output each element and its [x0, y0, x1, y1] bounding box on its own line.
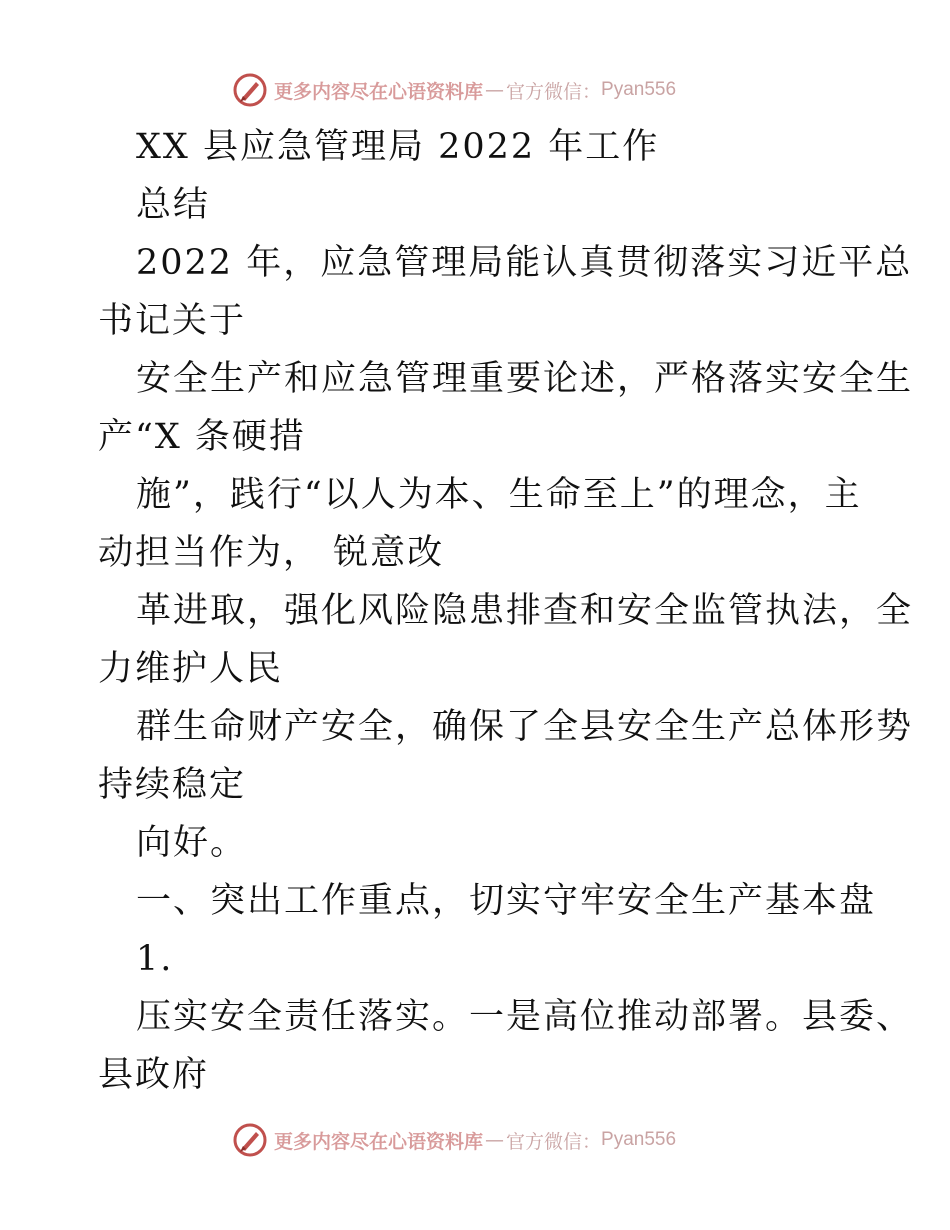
footer-watermark — [232, 1122, 676, 1158]
header-watermark — [232, 72, 676, 108]
doc-title-line-1: XX 县应急管理局 2022 年工作 — [136, 127, 660, 167]
doc-section-heading: 一、突出工作重点，切实守牢安全生产基本盘 — [136, 881, 877, 921]
watermark-wechat-label: 官方微信： — [506, 1130, 602, 1153]
doc-text-line: 群生命财产安全，确保了全县安全生产总体形势 — [136, 707, 914, 747]
doc-text-line: 2022 年，应急管理局能认真贯彻落实习近平总 — [136, 243, 913, 283]
pen-logo-icon — [232, 1122, 268, 1158]
watermark-site-text: 更多内容尽在心语资料库 — [274, 80, 484, 103]
watermark-dash: — — [485, 79, 505, 101]
watermark-dash: — — [485, 1129, 505, 1151]
watermark-site-text: 更多内容尽在心语资料库 — [274, 1130, 484, 1153]
doc-text-line: 革进取，强化风险隐患排查和安全监管执法，全 — [136, 591, 914, 631]
doc-text-line: 持续稳定 — [98, 765, 247, 805]
doc-item-number: 1. — [136, 939, 174, 979]
doc-title-line-2: 总结 — [136, 185, 211, 225]
watermark-wechat-id: Pyan556 — [601, 79, 677, 100]
doc-text-line: 向好。 — [136, 823, 248, 863]
pen-logo-icon — [232, 72, 268, 108]
watermark-wechat-label: 官方微信： — [506, 80, 602, 103]
doc-text-line: 施”，践行“以人为本、生命至上”的理念，主 — [136, 475, 862, 515]
doc-text-line: 县政府 — [98, 1055, 210, 1095]
watermark-wechat-id: Pyan556 — [601, 1129, 677, 1150]
doc-text-line: 动担当作为， 锐意改 — [98, 533, 445, 573]
doc-text-line: 书记关于 — [98, 301, 247, 341]
doc-text-line: 安全生产和应急管理重要论述，严格落实安全生 — [136, 359, 914, 399]
doc-text-line: 力维护人民 — [98, 649, 284, 689]
doc-text-line: 压实安全责任落实。一是高位推动部署。县委、 — [136, 997, 914, 1037]
doc-text-line: 产“X 条硬措 — [98, 417, 306, 457]
